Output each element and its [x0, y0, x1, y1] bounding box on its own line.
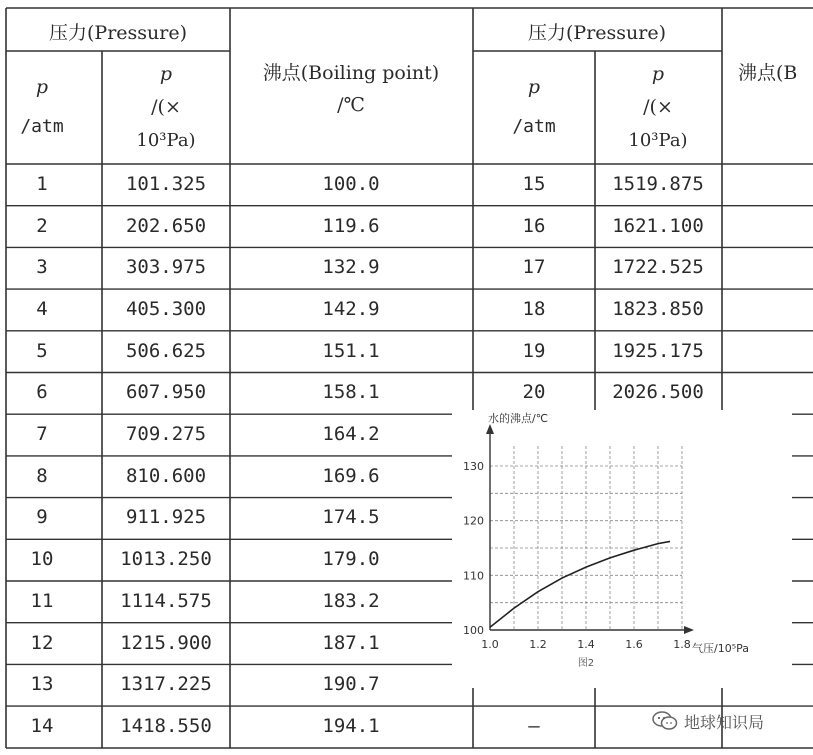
cell-atm-right: 18 [522, 297, 546, 320]
cell-bp: 174.5 [322, 506, 380, 529]
cell-pa: 810.600 [125, 464, 207, 487]
cell-atm-right: 19 [522, 339, 546, 362]
cell-pa-right: 1925.175 [612, 339, 704, 362]
y-axis-label: 水的沸点/℃ [488, 412, 549, 425]
cell-bp: 119.6 [322, 214, 380, 237]
cell-atm: 3 [36, 256, 48, 279]
cell-bp: 100.0 [322, 172, 380, 195]
cell-atm-right: 20 [522, 381, 546, 404]
cell-atm: 10 [30, 548, 54, 571]
cell-pa-right: 1823.850 [612, 297, 704, 320]
cell-atm-right: 15 [522, 172, 546, 195]
cell-bp: 187.1 [322, 631, 380, 654]
cell-pa: 1418.550 [120, 714, 212, 737]
cell-atm-right: 16 [522, 214, 546, 237]
col-bp-left: 沸点(Boiling point) [262, 62, 440, 84]
cell-atm: 13 [30, 673, 54, 696]
cell-pa: 506.625 [125, 339, 207, 362]
y-tick-label: 120 [463, 514, 484, 528]
cell-pa: 1317.225 [120, 673, 212, 696]
chart-svg [452, 410, 792, 688]
x-tick-label: 1.6 [625, 638, 643, 651]
boiling-point-chart [452, 410, 792, 688]
y-tick-label: 100 [463, 624, 484, 637]
y-tick-label: 110 [463, 569, 484, 583]
col-pa1-left: /(× [151, 96, 181, 118]
y-tick-label: 130 [463, 460, 484, 473]
cell-pa: 607.950 [125, 381, 207, 404]
group-header-right: 压力(Pressure) [527, 22, 667, 44]
cell-bp: 183.2 [322, 589, 380, 612]
cell-atm-right: 17 [522, 256, 546, 279]
col-pa1-right: /(× [643, 96, 673, 118]
cell-atm: 12 [30, 631, 54, 654]
cell-atm: 1 [36, 172, 48, 195]
x-tick-label: 1.0 [481, 638, 499, 651]
x-axis-arrow [684, 626, 694, 634]
col-bp-right-partial: 沸点(B [738, 62, 798, 84]
col-p2-left: p [159, 63, 173, 85]
x-tick-label: 1.2 [529, 638, 547, 651]
cell-pa: 1215.900 [120, 631, 212, 654]
cell-bp: 158.1 [322, 381, 380, 404]
col-atm-right: /atm [512, 116, 556, 137]
series-line [490, 541, 670, 627]
cell-pa: 101.325 [125, 172, 207, 195]
col-pa2-right: 10³Pa) [628, 130, 688, 151]
cell-atm: 8 [36, 464, 48, 487]
col-bp-unit-left: /℃ [337, 94, 365, 116]
x-tick-label: 1.4 [577, 638, 595, 651]
col-p-right: p [527, 76, 541, 98]
cell-atm: 6 [36, 381, 48, 404]
y-axis-arrow [486, 424, 494, 434]
cell-bp: 142.9 [322, 297, 380, 320]
cell-bp: 194.1 [322, 714, 380, 737]
cell-atm: 2 [36, 214, 48, 237]
cell-bp: 132.9 [322, 256, 380, 279]
watermark-text: 地球知识局 [684, 712, 765, 732]
cell-pa: 1114.575 [120, 589, 212, 612]
col-p-left: p [35, 76, 49, 98]
cell-bp: 169.6 [322, 464, 380, 487]
cell-pa: 303.975 [125, 256, 207, 279]
cell-pa-right: 1621.100 [612, 214, 704, 237]
cell-pa-right: 1519.875 [612, 172, 704, 195]
cell-bp: 179.0 [322, 548, 380, 571]
col-pa2-left: 10³Pa) [136, 130, 196, 151]
col-p2-right: p [651, 63, 665, 85]
cell-pa: 202.650 [125, 214, 207, 237]
cell-atm: 7 [36, 423, 48, 446]
cell-pa: 709.275 [125, 423, 207, 446]
cell-atm-right: – [528, 714, 540, 737]
cell-atm: 4 [36, 297, 48, 320]
cell-bp: 190.7 [322, 673, 380, 696]
x-tick-label: 1.8 [673, 638, 691, 651]
cell-atm: 5 [36, 339, 48, 362]
wechat-icon [652, 710, 678, 732]
chart-caption: 图2 [577, 658, 595, 669]
cell-pa-right: 1722.525 [612, 256, 704, 279]
group-header-left: 压力(Pressure) [48, 22, 188, 44]
cell-atm: 11 [30, 589, 54, 612]
cell-atm: 14 [30, 714, 54, 737]
cell-pa: 911.925 [125, 506, 207, 529]
cell-pa: 405.300 [125, 297, 207, 320]
x-axis-label: 气压/10⁵Pa [692, 642, 749, 655]
col-atm-left: /atm [20, 116, 64, 137]
watermark [652, 706, 812, 736]
cell-pa: 1013.250 [120, 548, 212, 571]
cell-bp: 164.2 [322, 423, 380, 446]
cell-pa-right: 2026.500 [612, 381, 704, 404]
cell-atm: 9 [36, 506, 48, 529]
cell-bp: 151.1 [322, 339, 380, 362]
